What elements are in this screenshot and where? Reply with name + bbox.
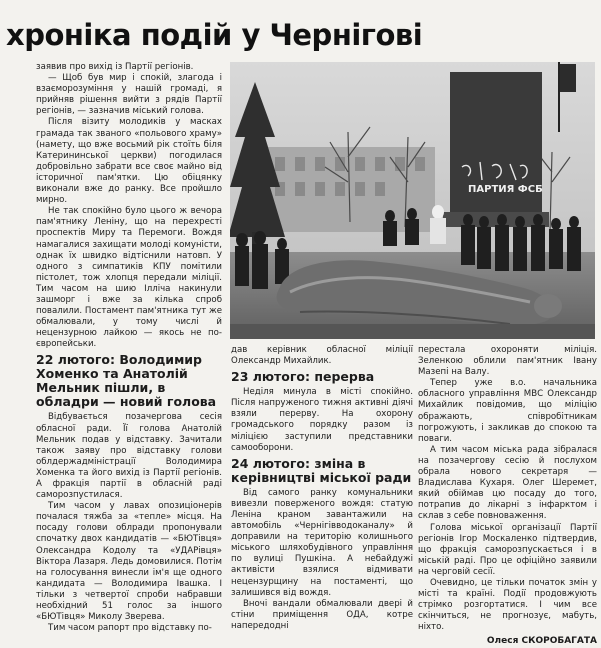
paragraph: Голова міської організації Партії регіонів Ігор Москаленко підтвердив, що фракція саморозпускається і в міській раді. Про це офіційно заявили на черговій сесії. [418, 522, 597, 577]
author-byline: Олеся СКОРОБАГАТА [486, 636, 597, 647]
paragraph: Очевидно, це тільки початок змін у місті та країні. Події продовжують стрімко розгортатися. І чим все скінчиться, не прогнозує, мабуть, ніхто. [418, 577, 597, 633]
text-column-3 [418, 345, 597, 647]
paragraph: заявив про вихід із Партії регіонів. [36, 62, 194, 72]
paragraph: Тепер уже в.о. начальника обласного управління МВС Олександр Михайлик повідомив, що міліцію ображають, співробітникам погрожують, і закликав до спокою та поваги. [418, 378, 597, 444]
paragraph: перестала охороняти міліція. Зеленкою облили пам'ятник Івану Мазепі на Валу. [418, 345, 597, 378]
text-column-2 [231, 345, 413, 631]
section-subheading: 22 лютого: Володимир Хоменко та Анатолій Мельник пішли, в обладри — новий голова [36, 352, 217, 410]
paragraph: Не так спокійно було цього ж вечора пам'ятнику Леніну, що на перехресті проспектів Миру та Перемоги. Вождя намагалися захищати молоді комуністи, однак їх швидко відтіснили натовп. У одного з симпатиків КПУ помітили пістолет, тож хлопця передали міліції. Тим часом на шию Ілліча накинули зашморг і вже за кілька спроб повалили. Постамент пам'ятника тут же обмалювали, у тому числі й нецензурною лайкою — якось не по-європейськи. [36, 206, 222, 350]
paragraph: Вночі вандали обмалювали двері й стіни приміщення ОДА, котре напередодні [231, 598, 413, 631]
paragraph: Неділя минула в місті спокійно. Після напруженого тижня активні діячі взяли перерву. На охорону громадського порядку разом із міліцією заступили представники самооборони. [231, 387, 413, 453]
paragraph: Тим часом у лавах опозиціонерів почалася тяжба за «тепле» місця. На посаду голови облради пропонували спочатку двох кандидатів — «БЮТівця» Олександра Кодолу та «УДАРівця» Віктора Лазаря. Ледь домовилися. Потім на голосування винесли ім'я ще одного кандидата — Володимира Івашка. І тільки з четвертої спроби набравши необхідний 51 голос за іншого «БЮТівця» Миколу Зверева. [36, 501, 222, 623]
news-photo [230, 62, 595, 339]
article-headline: хроніка подій у Чернігові [6, 18, 423, 52]
toppled-lenin-monument-photo [230, 62, 595, 339]
graffiti-text: ПАРТИЯ ФСБ [468, 184, 543, 195]
section-subheading: 23 лютого: перерва [231, 369, 375, 385]
paragraph: Тим часом рапорт про відставку по- [48, 623, 212, 634]
paragraph: Після візиту молодиків у масках грамада так званого «польового храму» (намету, що вже восьмий рік стоїть біля Катерининської церкви) погодилася добровільно забрати все своє майно від історичної пам'ятки. Цю обіцянку виконали вже до ранку. Все пройшло мирно. [36, 117, 222, 206]
paragraph: — Щоб був мир і спокій, злагода і взаєморозуміння у нашій громаді, я прийняв рішення вийти з рядів Партії регіонів, — зазначив міський голова. [36, 73, 222, 117]
paragraph: А тим часом міська рада зібралася на позачергову сесію й послухом обрала нового секретаря — Владислава Кухаря. Олег Шеремет, який обіймав цю посаду до того, потрапив до лікарні з інфарктом і склав з себе повноваження. [418, 444, 597, 522]
paragraph: дав керівник обласної міліції Олександр Михайлик. [231, 345, 413, 367]
section-subheading: 24 лютого: зміна в керівництві міської ради [231, 455, 412, 485]
text-column-1 [36, 62, 222, 634]
paragraph: Від самого ранку комунальники вивезли поверженого вождя: статую Леніна краном завантажили на автомобіль «Чернігівводоканалу» й доправили на територію колишнього міського шляхобудівного управління по вулиці Пушкіна. А небайдужі активісти взялися відмивати нецензурщину на постаменті, що залишився від вождя. [231, 487, 413, 598]
paragraph: Відбувається позачергова сесія обласної ради. Її голова Анатолій Мельник подав у відставку. Зачитали також заяву про відставку голови облдержадміністрації Володимира Хоменка та його вихід із Партії регіонів. А фракція партії в обласній раді саморозпустилася. [36, 412, 222, 501]
